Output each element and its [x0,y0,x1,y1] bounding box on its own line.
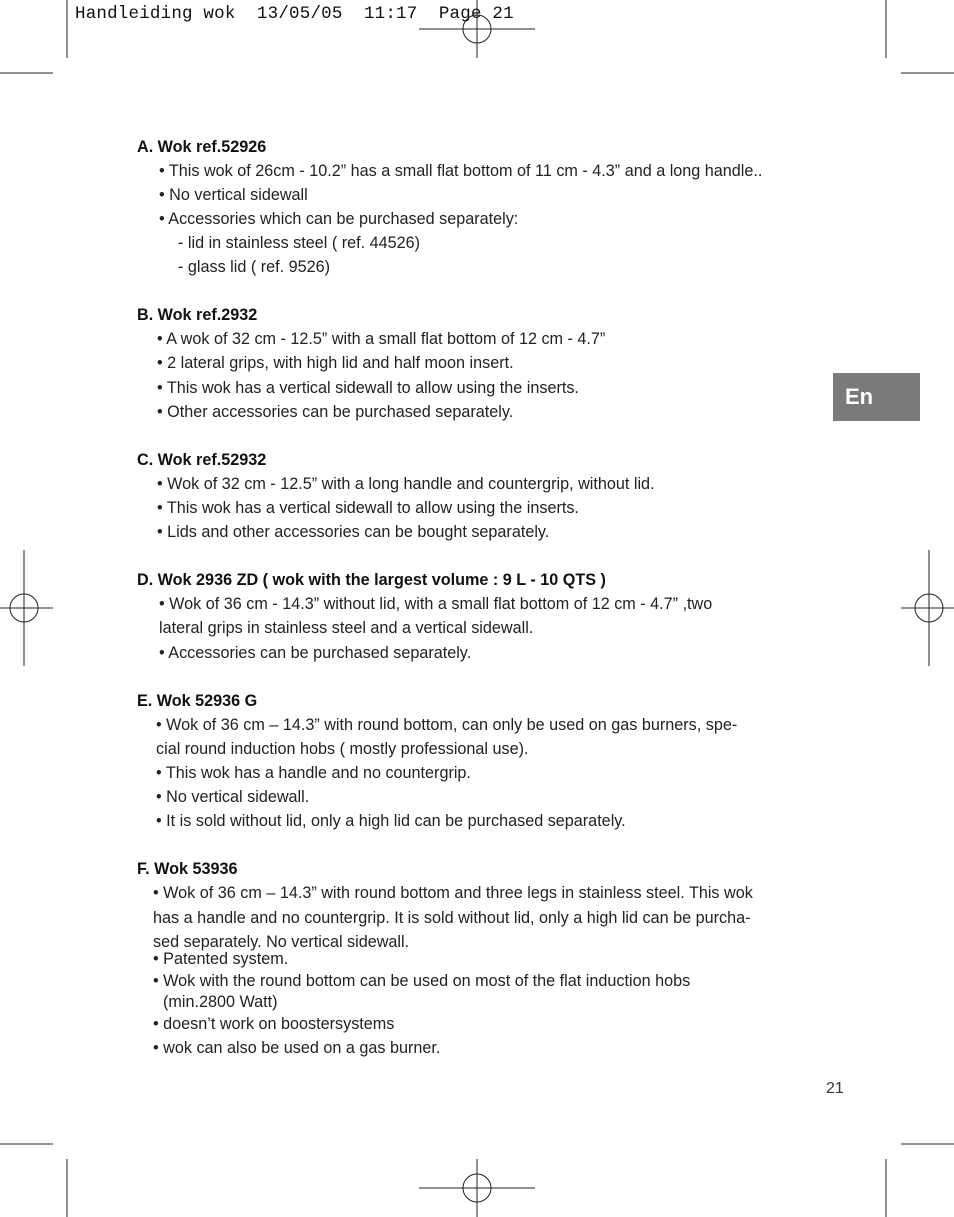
print-slug: Handleiding wok 13/05/05 11:17 Page 21 [75,4,514,24]
page-number: 21 [826,1080,844,1097]
section-e-heading: E. Wok 52936 G [137,692,258,710]
section-e-line: • Wok of 36 cm – 14.3” with round bottom, can only be used on gas burners, spe- [156,716,738,734]
section-d-line: • Wok of 36 cm - 14.3” without lid, with a small flat bottom of 12 cm - 4.7” ,two [159,595,713,613]
section-a-heading: A. Wok ref.52926 [137,138,267,156]
section-f-line: has a handle and no countergrip. It is sold without lid, only a high lid can be purcha- [153,909,751,927]
section-d-line: lateral grips in stainless steel and a vertical sidewall. [159,619,534,637]
section-a-line: • No vertical sidewall [159,186,308,204]
section-f-line: (min.2800 Watt) [163,993,278,1011]
section-b-line: • Other accessories can be purchased separately. [157,403,514,421]
section-a-line: • Accessories which can be purchased separately: [159,210,519,228]
section-b-heading: B. Wok ref.2932 [137,306,258,324]
section-c-line: • Lids and other accessories can be bought separately. [157,523,550,541]
section-e-line: • It is sold without lid, only a high lid can be purchased separately. [156,812,626,830]
section-c-heading: C. Wok ref.52932 [137,451,267,469]
section-b-line: • This wok has a vertical sidewall to allow using the inserts. [157,379,579,397]
section-f-line: • Wok of 36 cm – 14.3” with round bottom and three legs in stainless steel. This wok [153,884,753,902]
section-c-line: • Wok of 32 cm - 12.5” with a long handle and countergrip, without lid. [157,475,655,493]
section-f-line: • wok can also be used on a gas burner. [153,1039,441,1057]
section-a-line: - lid in stainless steel ( ref. 44526) [178,234,421,252]
language-tab: En [833,373,920,421]
section-b-line: • A wok of 32 cm - 12.5” with a small flat bottom of 12 cm - 4.7” [157,330,606,348]
section-e-line: cial round induction hobs ( mostly professional use). [156,740,529,758]
section-a-line: • This wok of 26cm - 10.2” has a small flat bottom of 11 cm - 4.3” and a long handle.. [159,162,763,180]
section-e-line: • This wok has a handle and no countergrip. [156,764,471,782]
section-f-line: • doesn’t work on boostersystems [153,1015,395,1033]
section-f-line: • Patented system. [153,950,289,968]
section-b-line: • 2 lateral grips, with high lid and half moon insert. [157,354,514,372]
section-c-line: • This wok has a vertical sidewall to allow using the inserts. [157,499,579,517]
section-d-heading: D. Wok 2936 ZD ( wok with the largest volume : 9 L - 10 QTS ) [137,571,606,589]
section-f-line: • Wok with the round bottom can be used on most of the flat induction hobs [153,972,691,990]
section-a-line: - glass lid ( ref. 9526) [178,258,331,276]
section-f-heading: F. Wok 53936 [137,860,238,878]
section-d-line: • Accessories can be purchased separately. [159,644,472,662]
section-e-line: • No vertical sidewall. [156,788,310,806]
section-f-line: sed separately. No vertical sidewall. [153,933,410,951]
